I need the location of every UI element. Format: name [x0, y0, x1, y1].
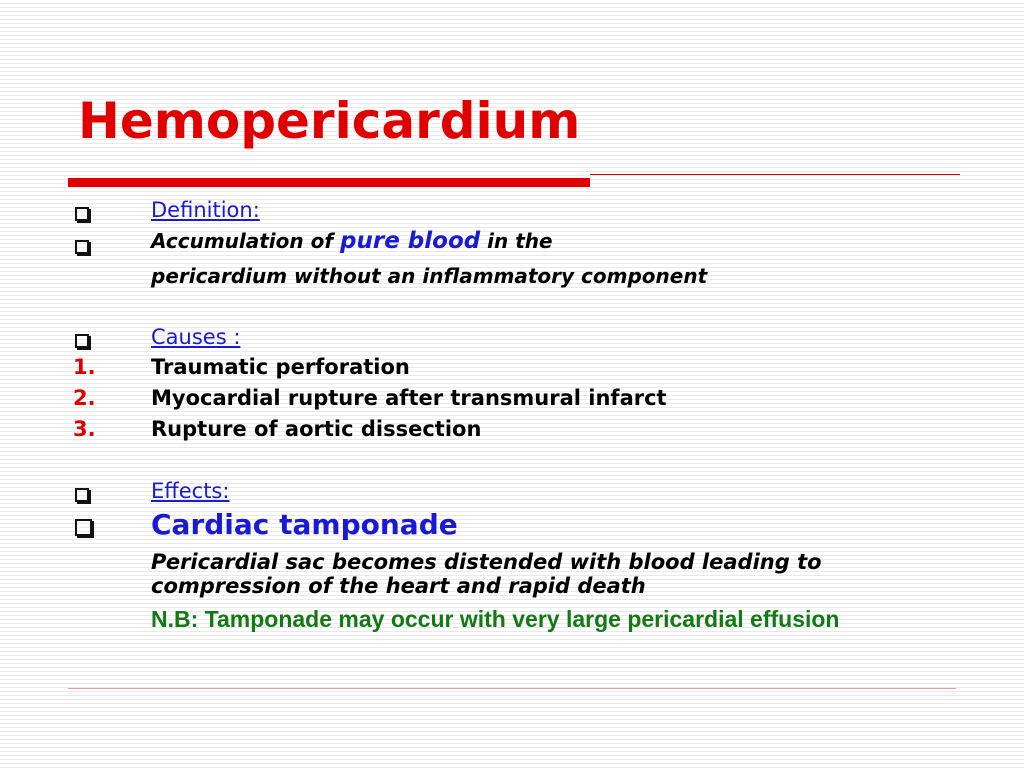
list-number: 2.	[73, 386, 96, 410]
effects-description: Pericardial sac becomes distended with blood leading to compression of the heart and rapid death	[151, 550, 822, 598]
definition-heading[interactable]: Definition:	[151, 198, 260, 222]
hollow-square-bullet-icon	[75, 333, 89, 352]
list-number: 3.	[73, 417, 96, 441]
hollow-square-bullet-icon	[75, 519, 92, 540]
definition-text-continued: pericardium without an inflammatory component	[151, 264, 708, 288]
hollow-square-bullet-icon	[75, 239, 89, 258]
hollow-square-bullet-icon	[75, 487, 89, 506]
effects-note: N.B: Tamponade may occur with very large pericardial effusion	[151, 606, 840, 632]
effects-heading[interactable]: Effects:	[151, 479, 230, 503]
pure-blood-highlight: pure blood	[340, 228, 481, 254]
cause-label: Rupture of aortic dissection	[151, 417, 482, 441]
footer-divider-line	[68, 688, 956, 689]
definition-text: Accumulation of pure blood in the	[151, 228, 553, 254]
causes-heading[interactable]: Causes :	[151, 325, 241, 349]
effects-main-title: Cardiac tamponade	[151, 508, 458, 541]
cause-label: Traumatic perforation	[151, 355, 410, 379]
title-divider-line	[590, 174, 960, 175]
title-accent-bar	[68, 178, 590, 187]
slide-title: Hemopericardium	[78, 92, 581, 150]
cause-label: Myocardial rupture after transmural infarct	[151, 386, 667, 410]
list-number: 1.	[73, 355, 96, 379]
hollow-square-bullet-icon	[75, 206, 89, 225]
